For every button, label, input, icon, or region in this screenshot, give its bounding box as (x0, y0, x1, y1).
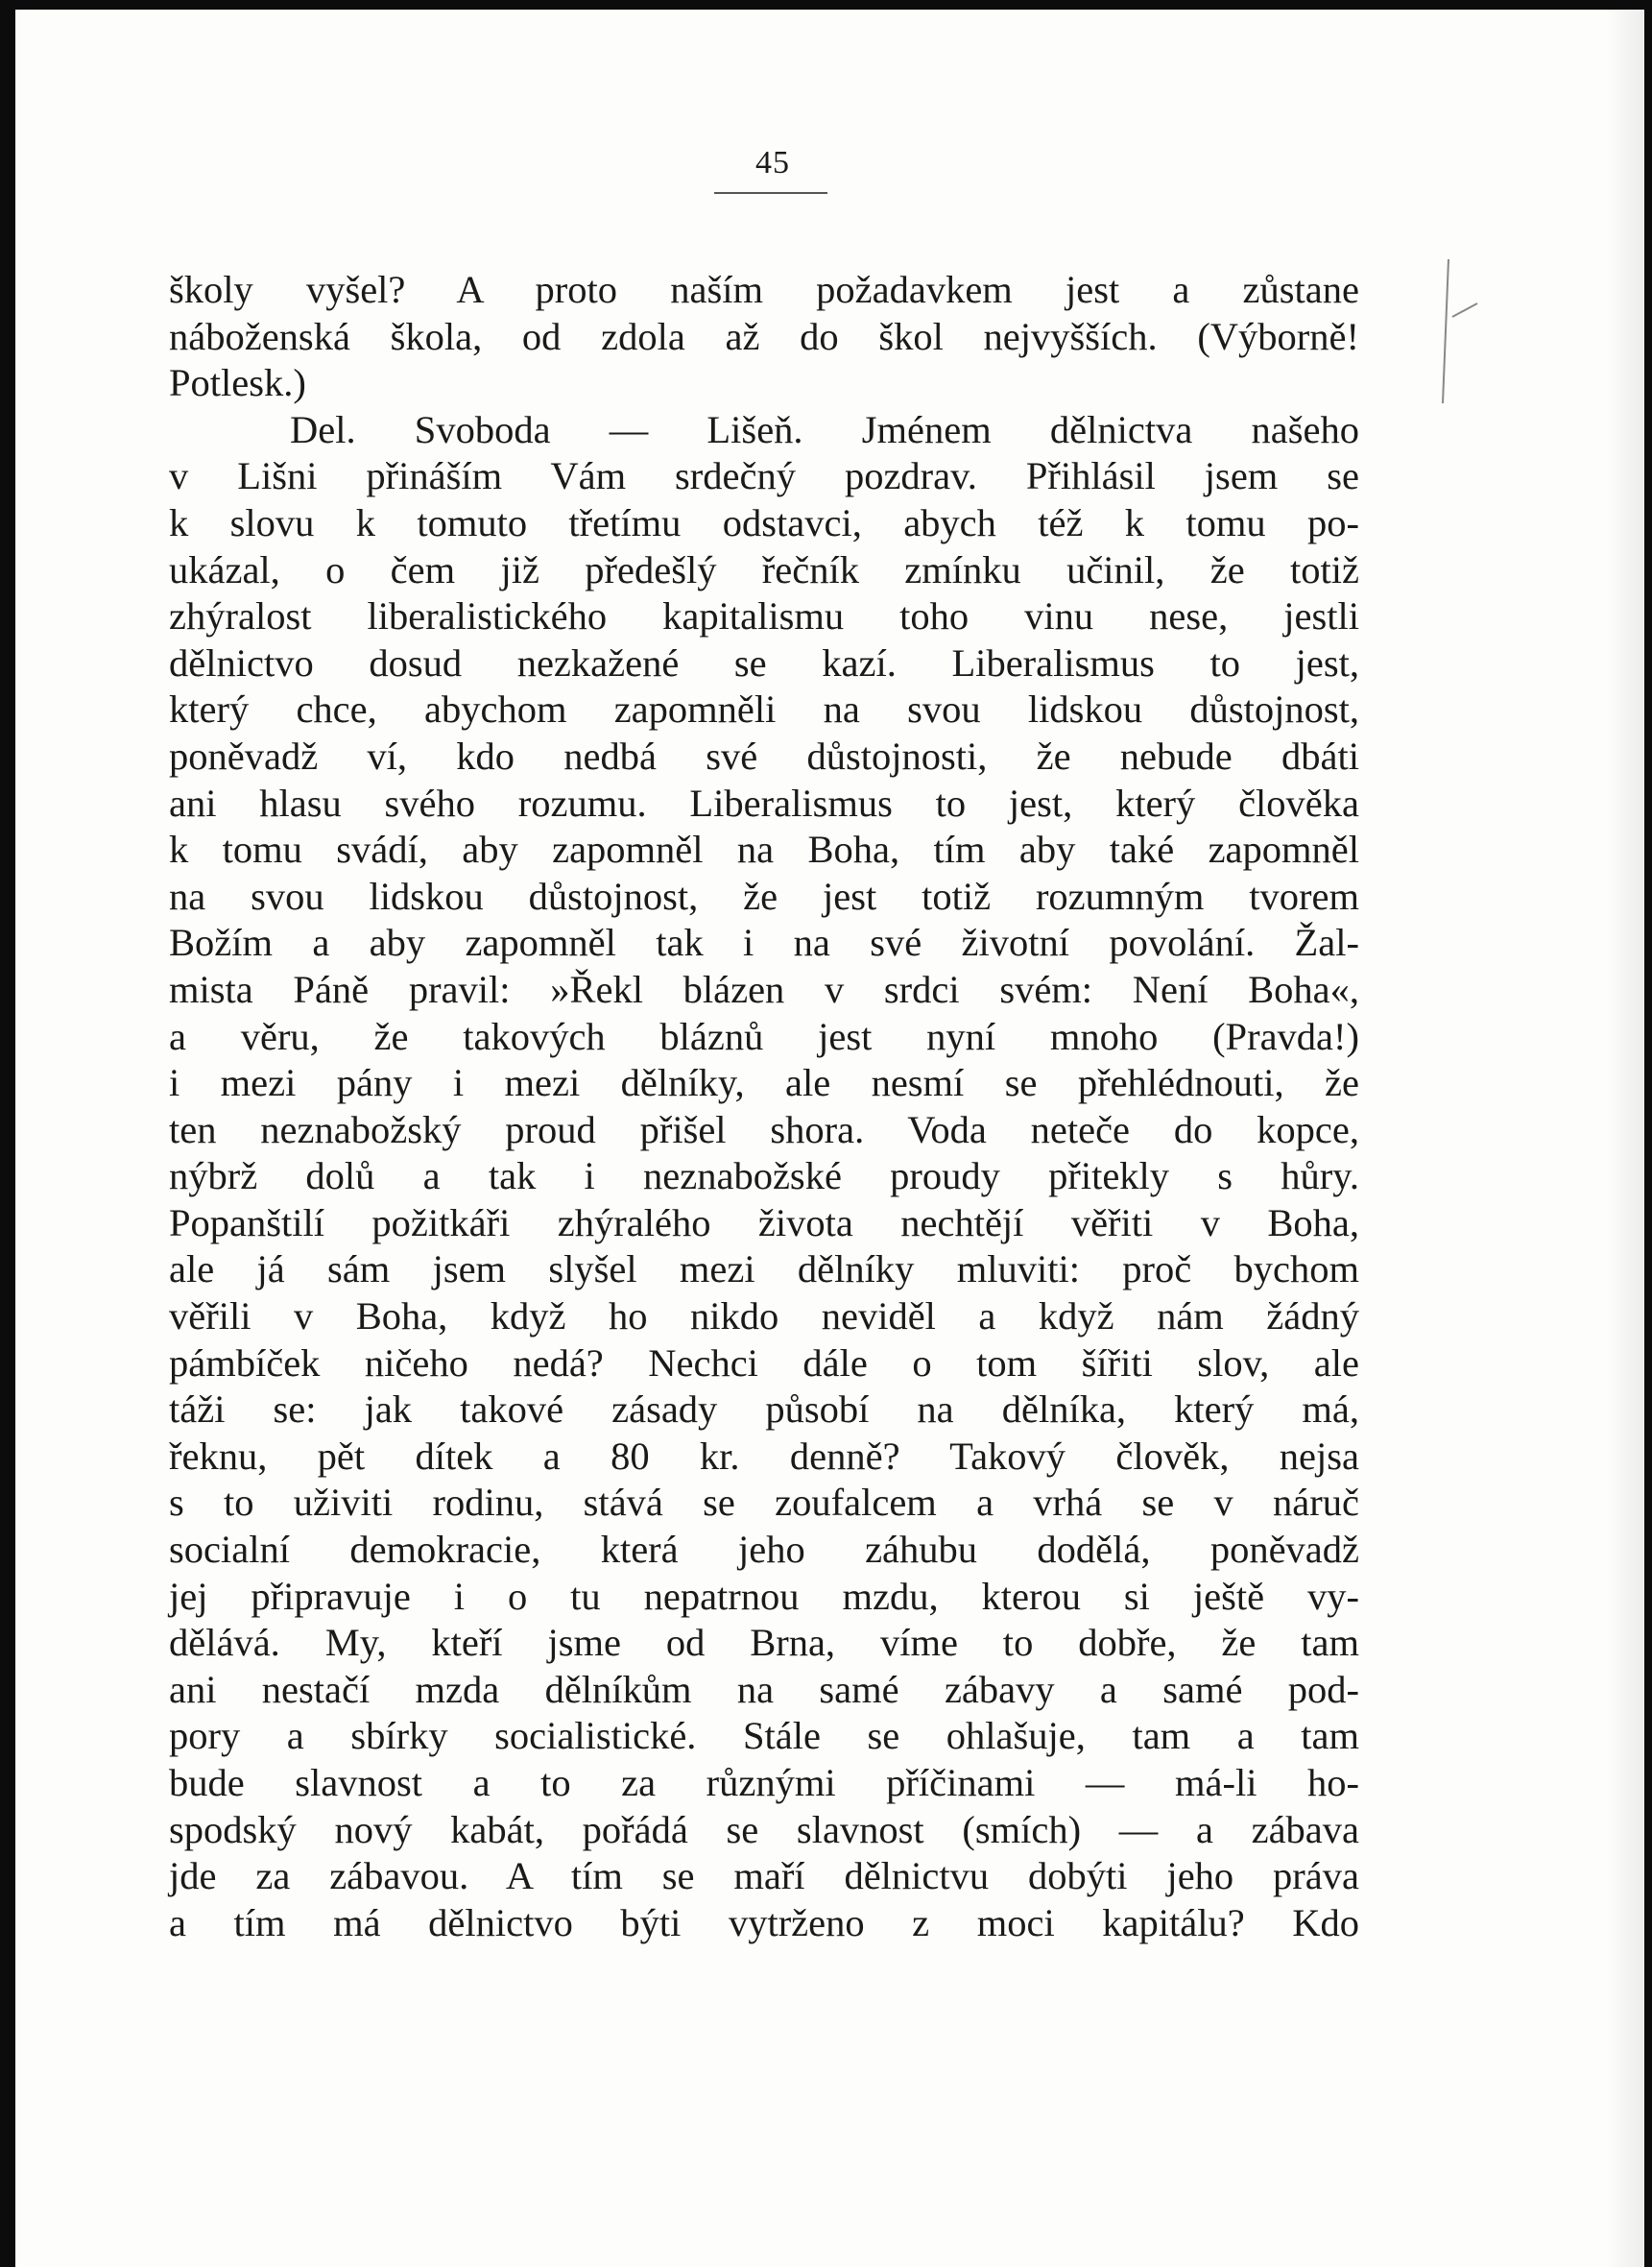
scan-border-left (0, 0, 15, 2267)
text-line: školy vyšel? A proto naším požadavkem jest a zůstane (169, 268, 1359, 311)
text-line: Božím a aby zapomněl tak i na své životní povolání. Žal- (169, 921, 1359, 965)
text-line: k tomu svádí, aby zapomněl na Boha, tím aby také zapomněl (169, 828, 1359, 872)
scan-shadow (1606, 10, 1644, 2267)
text-line: Popanštilí požitkáři zhýralého života nechtějí věřiti v Boha, (169, 1200, 1359, 1244)
text-line: dělává. My, kteří jsme od Brna, víme to dobře, že tam (169, 1621, 1359, 1665)
text-line: Potlesk.) (169, 361, 306, 405)
text-line: táži se: jak takové zásady působí na dělníka, který má, (169, 1387, 1359, 1432)
text-line: který chce, abychom zapomněli na svou lidskou důstojnost, (169, 687, 1359, 732)
scan-border-right (1644, 0, 1652, 2267)
page-number: 45 (755, 145, 790, 181)
text-line: jde za zábavou. A tím se maří dělnictvu dobýti jeho práva (169, 1854, 1359, 1898)
text-line: pámbíček ničeho nedá? Nechci dále o tom šířiti slov, ale (169, 1340, 1359, 1385)
page-number-rule (714, 192, 827, 194)
text-line: věřili v Boha, když ho nikdo neviděl a když nám žádný (169, 1294, 1359, 1338)
text-line: socialní demokracie, která jeho záhubu dodělá, poněvadž (169, 1528, 1359, 1572)
text-line: k slovu k tomuto třetímu odstavci, abych též k tomu po- (169, 500, 1359, 544)
text-line: poněvadž ví, kdo nedbá své důstojnosti, že nebude dbáti (169, 734, 1359, 778)
scan-border-top (0, 0, 1652, 10)
text-line: náboženská škola, od zdola až do škol nejvyšších. (Výborně! (169, 314, 1359, 358)
text-line: a tím má dělnictvo býti vytrženo z moci kapitálu? Kdo (169, 1900, 1359, 1944)
text-line: ani hlasu svého rozumu. Liberalismus to jest, který člověka (169, 781, 1359, 825)
text-line: spodský nový kabát, pořádá se slavnost (smích) — a zábava (169, 1807, 1359, 1851)
text-line: v Lišni přináším Vám srdečný pozdrav. Přihlásil jsem se (169, 454, 1359, 498)
body-text (169, 267, 1359, 1946)
text-line: a věru, že takových bláznů jest nyní mnoho (Pravda!) (169, 1014, 1359, 1058)
text-line: i mezi pány i mezi dělníky, ale nesmí se přehlédnouti, že (169, 1061, 1359, 1105)
text-line: Del. Svoboda — Lišeň. Jménem dělnictva našeho (290, 407, 1359, 451)
text-line: jej připravuje i o tu nepatrnou mzdu, kterou si ještě vy- (169, 1574, 1359, 1618)
text-line: pory a sbírky socialistické. Stále se ohlašuje, tam a tam (169, 1714, 1359, 1758)
text-line: mista Páně pravil: »Řekl blázen v srdci svém: Není Boha«, (169, 967, 1359, 1011)
text-line: ten neznabožský proud přišel shora. Voda neteče do kopce, (169, 1107, 1359, 1151)
text-line: ale já sám jsem slyšel mezi dělníky mluviti: proč bychom (169, 1247, 1359, 1291)
text-line: na svou lidskou důstojnost, že jest totiž rozumným tvorem (169, 874, 1359, 918)
text-line: ukázal, o čem již předešlý řečník zmínku učinil, že totiž (169, 547, 1359, 591)
pencil-margin-mark (1422, 250, 1479, 422)
text-line: řeknu, pět dítek a 80 kr. denně? Takový člověk, nejsa (169, 1434, 1359, 1478)
text-line: bude slavnost a to za různými příčinami — má-li ho- (169, 1761, 1359, 1804)
text-line: s to uživiti rodinu, stává se zoufalcem a vrhá se v náruč (169, 1481, 1359, 1525)
text-line: dělnictvo dosud nezkažené se kazí. Liberalismus to jest, (169, 640, 1359, 685)
text-line: nýbrž dolů a tak i neznabožské proudy přitekly s hůry. (169, 1154, 1359, 1198)
text-line: zhýralost liberalistického kapitalismu toho vinu nese, jestli (169, 594, 1359, 639)
text-line: ani nestačí mzda dělníkům na samé zábavy a samé pod- (169, 1667, 1359, 1711)
